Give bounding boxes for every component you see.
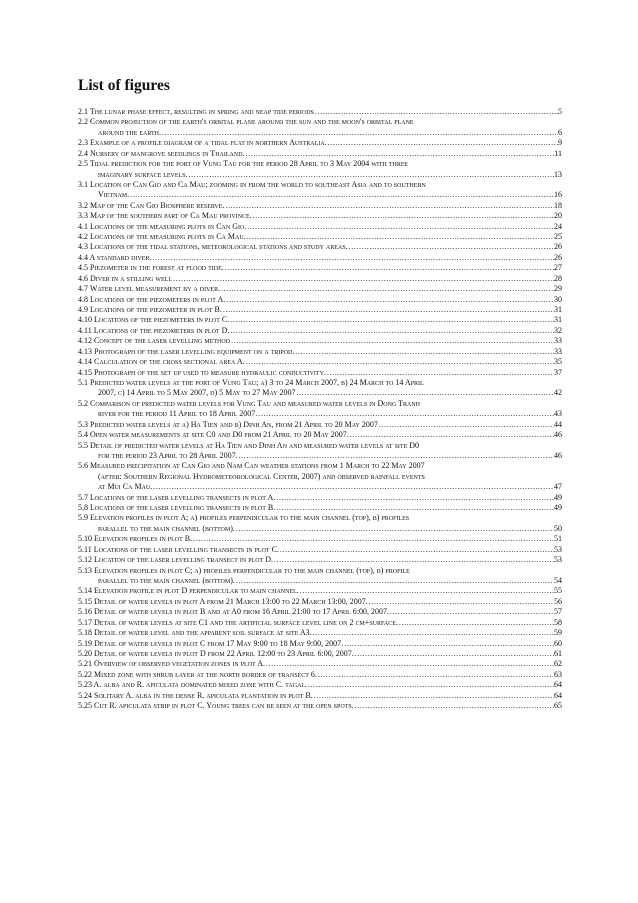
toc-entry-text: 5.14 Elevation profile in plot D perpendicular to main channel. [78, 586, 299, 596]
toc-entry-text: 2.3 Example of a profile diagram of a tidal flat in northern Australia. [78, 138, 327, 148]
toc-entry[interactable] [78, 274, 562, 284]
toc-entry-text: 3.3 Map of the southern part of Ca Mau province. [78, 211, 252, 221]
dot-leader [224, 201, 554, 211]
toc-page-number: 28 [554, 273, 562, 283]
toc-entry-text: 5.13 Elevation profiles in plot C; a) profiles perpendicular to the main channel (top), b) profile [78, 565, 410, 575]
toc-entry-text: 5.5 Detail of predicted water levels at Ha Tien and Dinh An and measured water levels at site D0 [78, 440, 420, 450]
toc-entry[interactable] [78, 263, 562, 273]
toc-entry[interactable] [78, 305, 562, 315]
toc-entry[interactable] [78, 545, 562, 555]
toc-page-number: 26 [554, 252, 562, 262]
toc-page-number: 44 [554, 419, 562, 429]
toc-entry-text: Vietnam. [98, 190, 130, 200]
dot-leader [299, 586, 554, 596]
toc-page-number: 27 [554, 263, 562, 273]
toc-page-number: 37 [554, 367, 562, 377]
dot-leader [235, 576, 554, 586]
toc-entry-line [78, 399, 562, 409]
toc-entry[interactable] [78, 513, 562, 534]
toc-entry-text: 5.19 Detail of water levels in plot C from 17 May 9:00 to 18 May 9:00, 2007. [78, 638, 344, 648]
toc-entry[interactable] [78, 586, 562, 596]
toc-entry-text: 4.13 Photograph of the laser levelling equipment on a tripod. [78, 346, 295, 356]
toc-page-number: 55 [554, 586, 562, 596]
toc-entry-text: around the earth. [98, 127, 161, 137]
toc-page-number: 24 [554, 221, 562, 231]
dot-leader [246, 222, 554, 232]
toc-entry-text: 2.5 Tidal prediction for the port of Vung Tau for the period 28 April to 3 May 2004 with three [78, 159, 409, 169]
toc-entry-line [78, 315, 562, 325]
toc-entry-text: 5.11 Locations of the laser levelling transects in plot C. [78, 544, 279, 554]
toc-entry-line [78, 555, 562, 565]
toc-page-number: 30 [554, 294, 562, 304]
toc-entry-line [78, 680, 562, 690]
toc-entry[interactable] [78, 180, 562, 201]
toc-page-number: 29 [554, 284, 562, 294]
toc-page-number: 64 [554, 680, 562, 690]
toc-entry-line [78, 639, 562, 649]
toc-entry-text: 4.7 Water level measurement by a diver. [78, 284, 221, 294]
toc-entry[interactable] [78, 659, 562, 669]
dot-leader [152, 482, 554, 492]
toc-page-number: 25 [554, 232, 562, 242]
toc-entry[interactable] [78, 242, 562, 252]
toc-entry-text: 5.21 Overview of observed vegetation zones in plot A. [78, 659, 265, 669]
toc-entry-line [78, 305, 562, 315]
toc-page-number: 51 [554, 534, 562, 544]
toc-entry[interactable] [78, 253, 562, 263]
toc-page-number: 58 [554, 617, 562, 627]
toc-page-number: 9 [558, 138, 562, 148]
toc-entry-text: imaginary surface levels. [98, 169, 188, 179]
toc-entry[interactable] [78, 555, 562, 565]
toc-page-number: 57 [554, 607, 562, 617]
toc-page-number: 56 [554, 596, 562, 606]
toc-entry-line [78, 513, 562, 523]
dot-leader [273, 555, 554, 565]
dot-leader [279, 545, 554, 555]
toc-page-number: 13 [554, 169, 562, 179]
toc-entry[interactable] [78, 315, 562, 325]
toc-entry-text: 4.10 Locations of the piezometers in plot C. [78, 315, 230, 325]
toc-entry[interactable] [78, 503, 562, 513]
toc-entry-text: 4.11 Locations of the piezometers in plot D. [78, 325, 230, 335]
toc-entry-text: 5.2 Comparison of predicted water levels for Vung Tau and measured water levels in Dong Tranh [78, 398, 421, 408]
toc-entry-text: 3.1 Location of Can Gio and Ca Mau; zooming in from the world to southeast Asia and to southern [78, 179, 426, 189]
toc-entry-line [78, 368, 562, 378]
toc-entry-line [78, 493, 562, 503]
dot-leader [349, 430, 554, 440]
toc-entry-line [78, 180, 562, 190]
toc-entry-line [78, 691, 562, 701]
toc-entry-text: for the period 23 April to 28 April 2007. [98, 450, 238, 460]
toc-entry-text: 2.2 Common projection of the earth's orbital plane around the sun and the moon's orbital plane [78, 117, 414, 127]
toc-page-number: 33 [554, 336, 562, 346]
toc-entry-line [78, 534, 562, 544]
toc-entry-text: river for the period 11 April to 18 April 2007. [98, 409, 258, 419]
toc-entry-line [78, 388, 562, 398]
toc-entry-text: 5.15 Detail of water levels in plot A from 21 March 13:00 to 22 March 13:00, 2007. [78, 596, 368, 606]
toc-entry-line [78, 597, 562, 607]
dot-leader [354, 649, 554, 659]
toc-entry-text: 5.7 Locations of the laser levelling transects in plot A. [78, 492, 276, 502]
toc-entry-line [78, 170, 562, 180]
toc-entry-line [78, 503, 562, 513]
dot-leader [222, 305, 554, 315]
toc-entry-line [78, 378, 562, 388]
toc-entry-text: (after: Southern Regional Hydrometeorological Center, 2007) and observed rainfall events [98, 471, 425, 481]
toc-page-number: 46 [554, 430, 562, 440]
toc-entry-line [78, 628, 562, 638]
dot-leader [378, 420, 554, 430]
dot-leader [265, 659, 554, 669]
dot-leader [368, 597, 554, 607]
toc-entry-line [78, 117, 562, 127]
toc-entry[interactable] [78, 597, 562, 607]
toc-entry-line [78, 441, 562, 451]
toc-entry-line [78, 357, 562, 367]
toc-entry-line [78, 607, 562, 617]
dot-leader [294, 347, 554, 357]
toc-entry-text: at Mui Ca Mau. [98, 482, 153, 492]
toc-entry-line [78, 159, 562, 169]
toc-entry[interactable] [78, 149, 562, 159]
toc-entry-line [78, 451, 562, 461]
toc-entry-line [78, 190, 562, 200]
toc-entry[interactable] [78, 117, 562, 138]
toc-entry-line [78, 201, 562, 211]
toc-page-number: 5 [558, 107, 562, 116]
toc-entry[interactable] [78, 566, 562, 587]
toc-entry-line [78, 295, 562, 305]
toc-entry[interactable] [78, 607, 562, 617]
toc-entry-line [78, 701, 562, 711]
toc-entry-text: 5.10 Elevation profiles in plot B. [78, 534, 193, 544]
dot-leader [229, 326, 554, 336]
toc-entry[interactable] [78, 691, 562, 701]
toc-entry-line [78, 274, 562, 284]
toc-entry-text: 5.8 Locations of the laser levelling transects in plot B. [78, 503, 276, 513]
toc-entry[interactable] [78, 399, 562, 420]
list-of-figures [78, 107, 562, 711]
toc-page-number: 49 [554, 492, 562, 502]
dot-leader [354, 701, 554, 711]
toc-entry-text: 4.12 Concept of the laser levelling method [78, 336, 230, 346]
toc-page-number: 63 [554, 669, 562, 679]
toc-page-number: 31 [554, 305, 562, 315]
toc-page-number: 26 [554, 242, 562, 252]
dot-leader [326, 368, 554, 378]
toc-entry-line [78, 659, 562, 669]
page-title: List of figures [78, 77, 170, 94]
toc-entry-line [78, 253, 562, 263]
toc-page-number: 50 [554, 523, 562, 533]
toc-entry-line [78, 128, 562, 138]
toc-entry-text: 5.25 Cut R. apiculata strip in plot C. Young trees can be seen at the open spots. [78, 701, 354, 711]
toc-page-number: 54 [554, 575, 562, 585]
dot-leader [245, 357, 554, 367]
toc-entry-text: 5.9 Elevation profiles in plot A; a) profiles perpendicular to the main channel (top), b) profiles [78, 513, 410, 523]
toc-page-number: 60 [554, 638, 562, 648]
toc-entry-text: 4.15 Photograph of the set up used to measure hydraulic conductivity. [78, 367, 326, 377]
toc-entry[interactable] [78, 701, 562, 711]
toc-page-number: 46 [554, 450, 562, 460]
toc-entry-text: 4.5 Piezometer in the forest at flood tide. [78, 263, 224, 273]
dot-leader [151, 253, 554, 263]
toc-page-number: 61 [554, 648, 562, 658]
toc-page-number: 35 [554, 357, 562, 367]
toc-entry[interactable] [78, 378, 562, 399]
toc-entry-line [78, 649, 562, 659]
toc-entry-line [78, 586, 562, 596]
toc-entry-line [78, 326, 562, 336]
toc-entry-text: 4.3 Locations of the tidal stations, meteorological stations and study areas. [78, 242, 348, 252]
toc-entry-text: 5.23 A. alba and R. apiculata dominated mixed zone with C. tagal. [78, 680, 308, 690]
toc-entry-line [78, 138, 562, 148]
toc-page-number: 11 [554, 148, 562, 158]
toc-entry-text: 4.14 Calculation of the cross sectional area A. [78, 357, 245, 367]
toc-entry-line [78, 566, 562, 576]
toc-page-number: 20 [554, 211, 562, 221]
toc-page-number: 47 [554, 482, 562, 492]
toc-entry-line [78, 472, 562, 482]
toc-entry-text: 5.24 Solitary A. alba in the dense R. apiculata plantation in plot B. [78, 690, 313, 700]
toc-entry-line [78, 420, 562, 430]
toc-page-number: 59 [554, 628, 562, 638]
dot-leader [245, 149, 555, 159]
toc-entry-text: 5.22 Mixed zone with shrub layer at the north border of transect 6. [78, 669, 317, 679]
toc-entry[interactable] [78, 680, 562, 690]
toc-entry-line [78, 149, 562, 159]
toc-entry-line [78, 482, 562, 492]
toc-entry[interactable] [78, 639, 562, 649]
toc-entry-text: 2007, c) 14 April to 5 May 2007, d) 5 May to 27 May 2007 [98, 388, 296, 398]
toc-entry[interactable] [78, 138, 562, 148]
toc-entry-line [78, 576, 562, 586]
toc-entry[interactable] [78, 211, 562, 221]
toc-entry-text: 4.4 A standard diver. [78, 252, 152, 262]
toc-page-number: 53 [554, 555, 562, 565]
toc-entry[interactable] [78, 368, 562, 378]
dot-leader [275, 503, 554, 513]
dot-leader [398, 618, 554, 628]
dot-leader [312, 628, 554, 638]
toc-page-number: 6 [558, 127, 562, 137]
toc-entry-line [78, 232, 562, 242]
toc-entry[interactable] [78, 649, 562, 659]
toc-entry-text: 2.4 Nursery of mangrove seedlings in Thailand. [78, 148, 245, 158]
dot-leader [295, 388, 554, 398]
toc-page-number: 62 [554, 659, 562, 669]
dot-leader [192, 534, 554, 544]
toc-entry[interactable] [78, 295, 562, 305]
dot-leader [348, 242, 554, 252]
toc-entry-text: 5.4 Open water measurements at site C0 and D0 from 21 April to 20 May 2007. [78, 430, 349, 440]
toc-entry[interactable] [78, 618, 562, 628]
dot-leader [246, 232, 554, 242]
toc-entry-text: 4.8 Locations of the piezometers in plot A. [78, 294, 226, 304]
toc-entry[interactable] [78, 461, 562, 492]
toc-page-number: 42 [554, 388, 562, 398]
toc-entry-line [78, 618, 562, 628]
toc-entry-text: 5.20 Detail of water levels in plot D from 22 April 12:00 to 23 April 6:00, 2007. [78, 648, 354, 658]
toc-entry-text: 4.6 Diver in a stilling well [78, 273, 173, 283]
toc-entry[interactable] [78, 201, 562, 211]
dot-leader [238, 451, 554, 461]
dot-leader [343, 639, 554, 649]
toc-entry[interactable] [78, 441, 562, 462]
toc-entry-line [78, 284, 562, 294]
toc-entry[interactable] [78, 493, 562, 503]
toc-entry-line [78, 222, 562, 232]
toc-entry-line [78, 545, 562, 555]
dot-leader [230, 336, 554, 346]
toc-page-number: 16 [554, 190, 562, 200]
dot-leader [161, 128, 558, 138]
toc-entry[interactable] [78, 534, 562, 544]
toc-entry-text: parallel to the main channel (bottom). [98, 575, 235, 585]
toc-page-number: 65 [554, 701, 562, 711]
toc-entry-text: 3.2 Map of the Can Gio Biosphere reserve. [78, 200, 225, 210]
dot-leader [257, 409, 554, 419]
toc-entry-text: 5.1 Predicted water levels at the port of Vung Tau; a) 3 to 24 March 2007, b) 24 March to 14 April [78, 377, 424, 387]
dot-leader [307, 680, 554, 690]
dot-leader [224, 263, 554, 273]
dot-leader [229, 315, 554, 325]
toc-entry-line [78, 347, 562, 357]
toc-entry-line [78, 524, 562, 534]
dot-leader [129, 190, 554, 200]
toc-entry-line [78, 430, 562, 440]
toc-entry-line [78, 670, 562, 680]
toc-entry[interactable] [78, 670, 562, 680]
toc-entry-line [78, 242, 562, 252]
toc-entry-text: 5.18 Detail of water level and the apparent soil surface at site A3. [78, 628, 312, 638]
toc-page-number: 33 [554, 346, 562, 356]
toc-entry-text: 2.1 The lunar phase effect, resulting in spring and neap tide periods [78, 107, 314, 116]
toc-entry[interactable] [78, 232, 562, 242]
dot-leader [314, 107, 558, 117]
toc-page-number: 32 [554, 325, 562, 335]
toc-entry-text: 5.3 Predicted water levels at a) Ha Tien and b) Dinh An, from 21 April to 20 May 2007 [78, 419, 378, 429]
dot-leader [327, 138, 558, 148]
toc-entry[interactable] [78, 284, 562, 294]
toc-page-number: 64 [554, 690, 562, 700]
toc-entry-text: 4.9 Locations of the piezometer in plot B. [78, 305, 222, 315]
toc-page-number: 31 [554, 315, 562, 325]
dot-leader [317, 670, 554, 680]
toc-entry[interactable] [78, 347, 562, 357]
toc-entry-text: parallel to the main channel (bottom). [98, 523, 235, 533]
toc-entry[interactable] [78, 107, 562, 117]
toc-entry-text: 5.16 Detail of water levels in plot B and at A0 from 16 April 21:00 to 17 April 6:00, 2007. [78, 607, 389, 617]
toc-entry[interactable] [78, 420, 562, 430]
toc-entry[interactable] [78, 430, 562, 440]
dot-leader [235, 524, 554, 534]
toc-entry[interactable] [78, 159, 562, 180]
toc-entry-line [78, 409, 562, 419]
dot-leader [275, 493, 554, 503]
dot-leader [188, 170, 554, 180]
toc-entry-line [78, 461, 562, 471]
toc-page-number: 43 [554, 409, 562, 419]
toc-page-number: 18 [554, 200, 562, 210]
dot-leader [252, 211, 554, 221]
toc-entry-line [78, 336, 562, 346]
dot-leader [220, 284, 554, 294]
dot-leader [225, 295, 554, 305]
toc-entry[interactable] [78, 628, 562, 638]
toc-entry[interactable] [78, 336, 562, 346]
toc-entry-text: 4.2 Locations of the measuring plots in Ca Mau. [78, 232, 246, 242]
toc-entry-text: 5.17 Detail of water levels at site C1 and the artificial surface level line on 2 cm+surface. [78, 617, 398, 627]
dot-leader [389, 607, 554, 617]
toc-entry-text: 4.1 Locations of the measuring plots in Can Gio. [78, 221, 247, 231]
toc-entry-line [78, 211, 562, 221]
toc-entry-text: 5.12 Location of the laser levelling transect in plot D. [78, 555, 273, 565]
toc-entry-text: 5.6 Measured precipitation at Can Gio and Nam Can weather stations from 1 March to 22 May 2007 [78, 461, 425, 471]
toc-entry[interactable] [78, 222, 562, 232]
toc-page-number: 53 [554, 544, 562, 554]
toc-entry[interactable] [78, 326, 562, 336]
toc-entry[interactable] [78, 357, 562, 367]
dot-leader [172, 274, 554, 284]
toc-entry-line [78, 263, 562, 273]
dot-leader [313, 691, 554, 701]
toc-entry-line [78, 107, 562, 117]
toc-page-number: 49 [554, 503, 562, 513]
